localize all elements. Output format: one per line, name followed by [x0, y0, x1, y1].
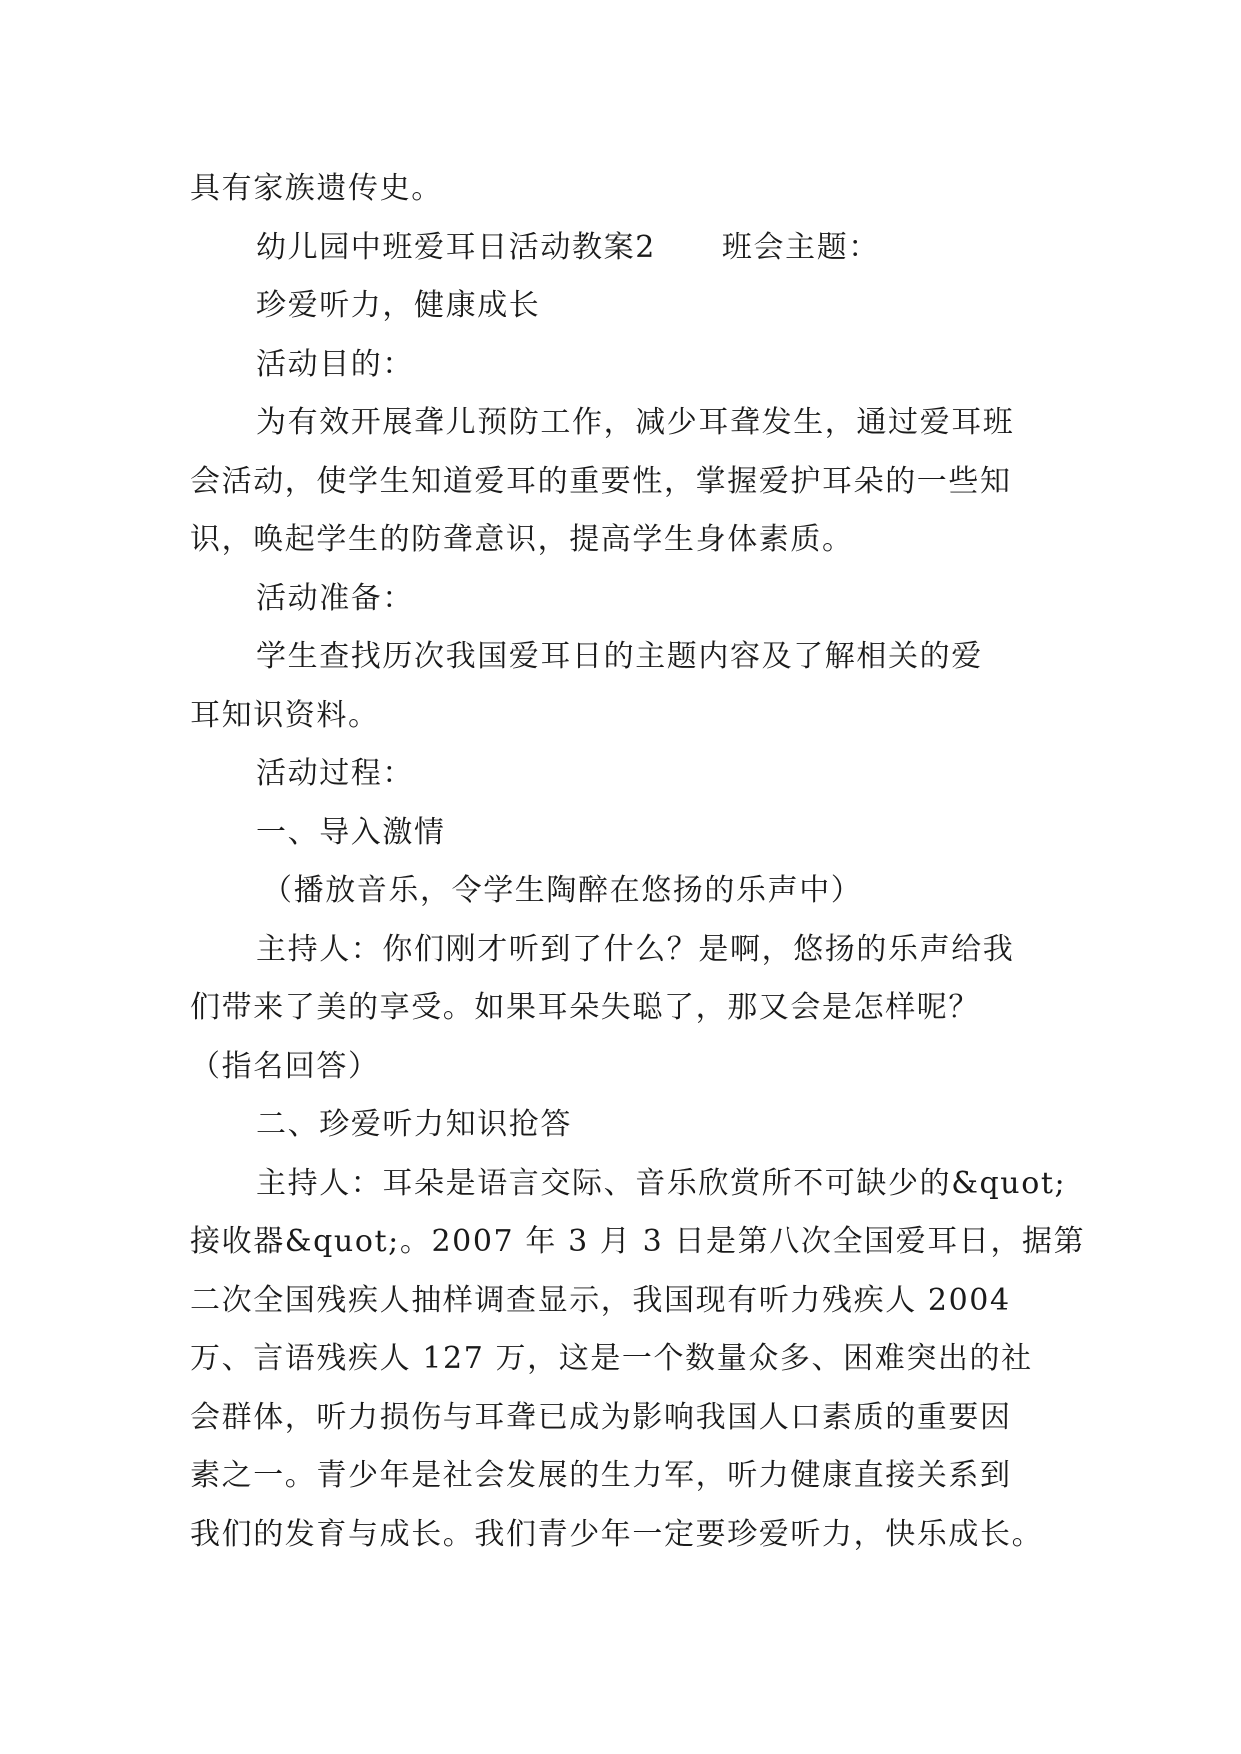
- text-line: [190, 1272, 1058, 1331]
- section-heading: 活动准备：: [256, 580, 414, 616]
- text-line: [190, 687, 1058, 746]
- text-line: [190, 1447, 1058, 1506]
- text: （播放音乐，令学生陶醉在悠扬的乐声中）: [262, 873, 863, 908]
- text-line: [190, 745, 1058, 804]
- document-title: 幼儿园中班爱耳日活动教案2: [256, 229, 656, 265]
- document-body: [190, 160, 1086, 1564]
- text: 识，唤起学生的防聋意识，提高学生身体素质。: [190, 522, 854, 557]
- text: 接收器&quot;。2007 年 3 月 3 日是第八次全国爱耳日，据第: [190, 1224, 1086, 1259]
- text: 会群体，听力损伤与耳聋已成为影响我国人口素质的重要因: [190, 1399, 1012, 1435]
- text: 们带来了美的享受。如果耳朵失聪了，那又会是怎样呢？: [190, 990, 980, 1025]
- text: 万、言语残疾人 127 万，这是一个数量众多、困难突出的社: [190, 1341, 1033, 1376]
- section-heading: 一、导入激情: [256, 814, 446, 850]
- text-line: [190, 219, 1058, 278]
- text-line: [190, 511, 1058, 570]
- text-line: [190, 628, 1058, 687]
- text: （指名回答）: [190, 1048, 380, 1084]
- text: 主持人：耳朵是语言交际、音乐欣赏所不可缺少的&quot;: [256, 1165, 1067, 1201]
- text-line: [190, 1330, 1058, 1389]
- text: 二次全国残疾人抽样调查显示，我国现有听力残疾人 2004: [190, 1282, 1011, 1318]
- text: 会活动，使学生知道爱耳的重要性，掌握爱护耳朵的一些知: [190, 463, 1012, 499]
- text: 珍爱听力，健康成长: [256, 288, 541, 323]
- text-line: [190, 1038, 1058, 1097]
- text: 我们的发育与成长。我们青少年一定要珍爱听力，快乐成长。: [190, 1516, 1044, 1552]
- text-line: [190, 1096, 1058, 1155]
- section-heading: 活动目的：: [256, 346, 414, 382]
- text-line: [190, 1389, 1058, 1448]
- text-line: [190, 921, 1058, 980]
- text-line: [190, 336, 1058, 395]
- text-line: [190, 394, 1058, 453]
- text-line: [190, 1155, 1067, 1214]
- text: 素之一。青少年是社会发展的生力军，听力健康直接关系到: [190, 1458, 1012, 1493]
- text-line: [190, 862, 1058, 921]
- text: 为有效开展聋儿预防工作，减少耳聋发生，通过爱耳班: [256, 405, 1015, 440]
- text-line: [190, 979, 1058, 1038]
- text: 具有家族遗传史。: [190, 171, 443, 206]
- text: 学生查找历次我国爱耳日的主题内容及了解相关的爱: [256, 639, 983, 674]
- section-heading: 班会主题：: [721, 229, 880, 265]
- text-line: [190, 570, 1058, 629]
- section-heading: 活动过程：: [256, 756, 414, 791]
- text-line: [190, 160, 1058, 219]
- text-line: [190, 1213, 1086, 1272]
- text: 耳知识资料。: [190, 697, 380, 733]
- text: 主持人：你们刚才听到了什么？是啊，悠扬的乐声给我: [256, 931, 1015, 967]
- text-line: [190, 1506, 1058, 1565]
- section-heading: 二、珍爱听力知识抢答: [256, 1107, 572, 1142]
- text-line: [190, 277, 1058, 336]
- text-line: [190, 804, 1058, 863]
- text-line: [190, 453, 1058, 512]
